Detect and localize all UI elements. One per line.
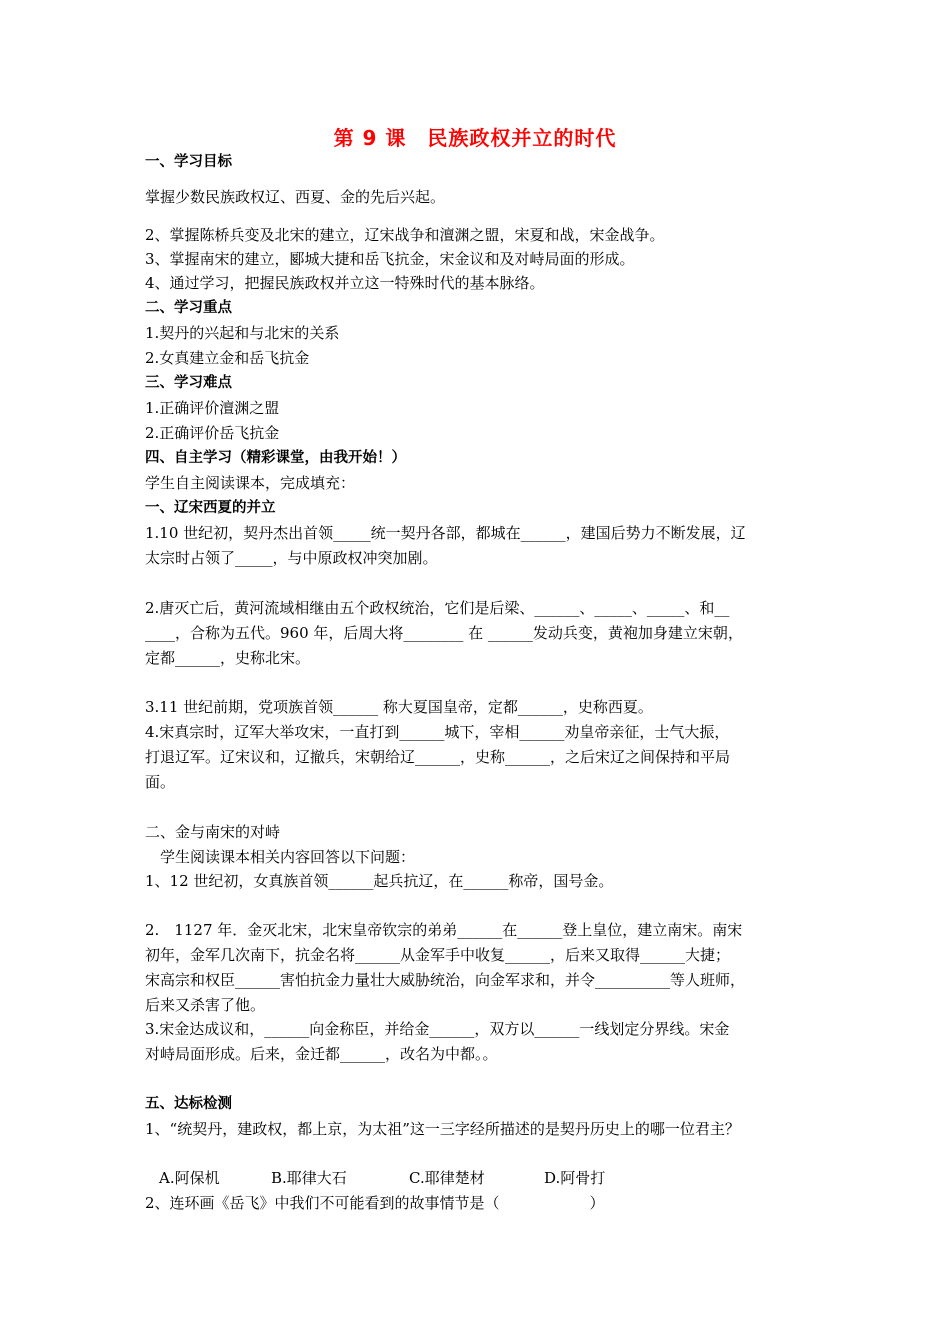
- option-b[interactable]: B.耶律大石: [271, 1169, 347, 1187]
- fill-in-question: 1.10 世纪初，契丹杰出首领_____统一契丹各部，都城在______，建国后势力不断发展，辽: [145, 524, 746, 542]
- subsection-heading-jin-song: 二、金与南宋的对峙: [145, 823, 281, 841]
- self-study-intro: 学生自主阅读课本，完成填充：: [145, 474, 356, 492]
- section-heading-difficulties: 三、学习难点: [145, 375, 232, 391]
- fill-in-question: 打退辽军。辽宋议和，辽撤兵，宋朝给辽______，史称______，之后宋辽之间保持和平局: [145, 748, 731, 766]
- fill-in-question: 3.11 世纪前期，党项族首领______ 称大夏国皇帝，定都______，史称西夏。: [145, 698, 653, 716]
- key-point-line: 2.女真建立金和岳飞抗金: [145, 349, 310, 367]
- fill-in-question: 面。: [145, 773, 176, 791]
- section-heading-self-study: 四、自主学习（精彩课堂，由我开始！）: [145, 450, 406, 466]
- objective-line: 3、掌握南宋的建立，郾城大捷和岳飞抗金，宋金议和及对峙局面的形成。: [145, 250, 635, 268]
- objective-line: 4、通过学习，把握民族政权并立这一特殊时代的基本脉络。: [145, 274, 545, 292]
- fill-in-question: 太宗时占领了_____，与中原政权冲突加剧。: [145, 549, 438, 567]
- fill-in-question: 定都______，史称北宋。: [145, 649, 311, 667]
- fill-in-question: 3.宋金达成议和，______向金称臣，并给金______，双方以______一线划定分界线。宋金: [145, 1020, 730, 1038]
- option-c[interactable]: C.耶律楚材: [409, 1169, 485, 1187]
- mc-options: [145, 1168, 605, 1188]
- key-point-line: 1.契丹的兴起和与北宋的关系: [145, 324, 340, 342]
- section-heading-objectives: 一、学习目标: [145, 154, 232, 170]
- subsection-intro: 学生阅读课本相关内容回答以下问题：: [145, 848, 416, 866]
- fill-in-question: 2. 1127 年．金灭北宋，北宋皇帝钦宗的弟弟______在______登上皇位，建立南宋。南宋: [145, 921, 743, 939]
- section-heading-assessment: 五、达标检测: [145, 1096, 232, 1112]
- fill-in-question: 宋高宗和权臣______害怕抗金力量壮大威胁统治，向金军求和，并令__________等人班师，: [145, 971, 746, 989]
- fill-in-question: 1、12 世纪初，女真族首领______起兵抗辽，在______称帝，国号金。: [145, 872, 614, 890]
- subsection-heading-liao-song: 一、辽宋西夏的并立: [145, 500, 276, 516]
- option-a[interactable]: A.阿保机: [159, 1169, 220, 1187]
- objective-line: 2、掌握陈桥兵变及北宋的建立，辽宋战争和澶渊之盟，宋夏和战，宋金战争。: [145, 226, 665, 244]
- fill-in-question: 4.宋真宗时，辽军大举攻宋，一直打到______城下，宰相______劝皇帝亲征，士气大振，: [145, 723, 730, 741]
- fill-in-question: 对峙局面形成。后来，金迁都______，改名为中都。。: [145, 1045, 498, 1063]
- mc-question: 2、连环画《岳飞》中我们不可能看到的故事情节是（ ）: [145, 1194, 605, 1212]
- difficulty-line: 2.正确评价岳飞抗金: [145, 424, 280, 442]
- option-d[interactable]: D.阿骨打: [544, 1169, 606, 1187]
- fill-in-question: ____，合称为五代。960 年，后周大将________ 在 ______发动兵变，黄袍加身建立宋朝，: [145, 624, 743, 642]
- section-heading-key-points: 二、学习重点: [145, 300, 232, 316]
- lesson-title: 第 9 课 民族政权并立的时代: [333, 126, 617, 150]
- fill-in-question: 初年，金军几次南下，抗金名将______从金军手中收复______，后来又取得______大捷；: [145, 946, 731, 964]
- mc-question: 1、“统契丹，建政权，都上京，为太祖”这一三字经所描述的是契丹历史上的哪一位君主？: [145, 1120, 740, 1138]
- fill-in-question: 后来又杀害了他。: [145, 996, 266, 1014]
- difficulty-line: 1.正确评价澶渊之盟: [145, 399, 280, 417]
- fill-in-question: 2.唐灭亡后，黄河流域相继由五个政权统治，它们是后梁、______、_____、_____、和__: [145, 599, 730, 617]
- objective-line: 掌握少数民族政权辽、西夏、金的先后兴起。: [145, 188, 446, 206]
